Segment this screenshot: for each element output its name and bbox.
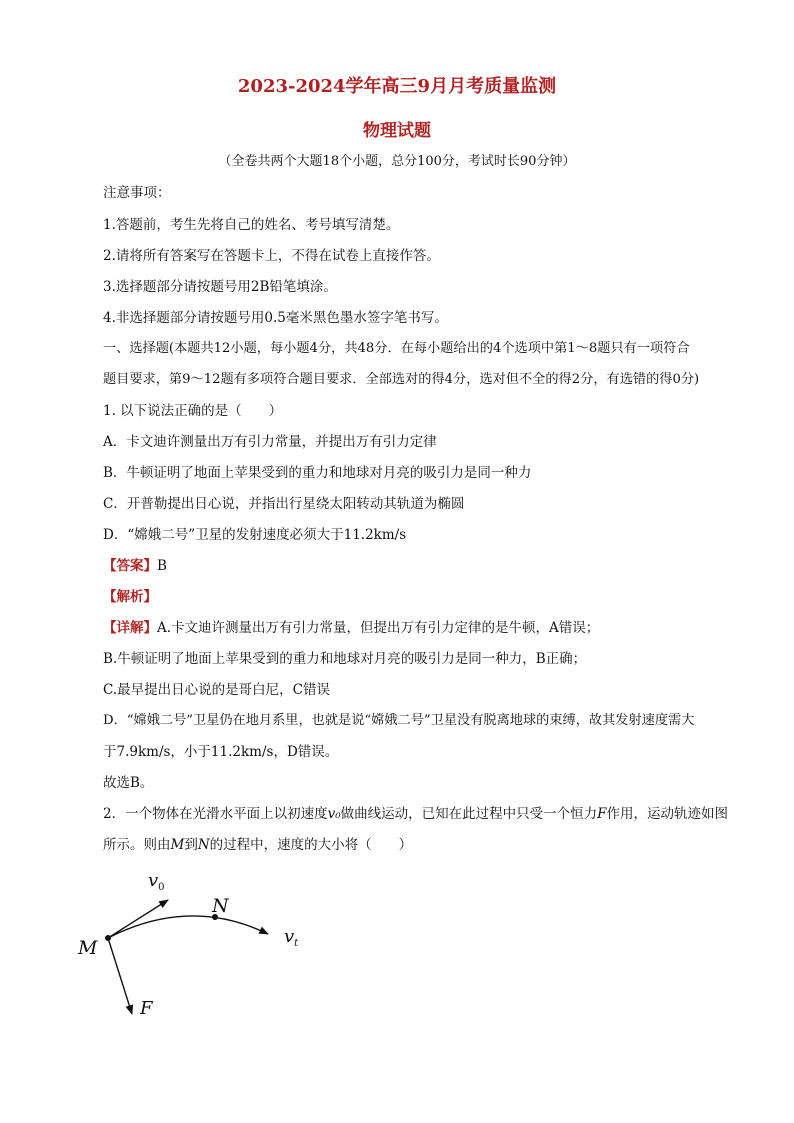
section-instructions: 一、选择题(本题共12小题，每小题4分，共48分．在每小题给出的4个选项中第1～8题只有一项符合: [103, 341, 690, 356]
q2-stem-text: 的过程中，速度的大小将（ ）: [209, 837, 413, 853]
label-n: N: [212, 895, 229, 917]
force-symbol: F: [597, 806, 607, 822]
q1-option-d: D．“嫦娥二号”卫星的发射速度必须大于11.2km/s: [103, 527, 407, 543]
v0-symbol: v₀: [327, 806, 341, 822]
note-item: 1.答题前，考生先将自己的姓名、考号填写清楚。: [103, 217, 400, 233]
detail-tag: 【详解】: [103, 620, 157, 636]
force-arrow: [108, 938, 132, 1014]
label-f: F: [140, 998, 153, 1019]
point-n-symbol: N: [197, 837, 210, 853]
label-v0: $v_0$: [148, 870, 165, 893]
q1-option-a: A．卡文迪许测量出万有引力常量，并提出万有引力定律: [103, 434, 437, 450]
q2-stem-text: 所示。则由: [103, 837, 171, 853]
section-instructions: 题目要求，第9～12题有多项符合题目要求．全部选对的得4分，选对但不全的得2分，有选错的得0分): [103, 372, 700, 387]
q1-detail-line: 故选B。: [103, 775, 154, 791]
answer-tag: 【答案】: [103, 558, 157, 574]
q1-detail-line: [103, 618, 723, 638]
detail-text: A.卡文迪许测量出万有引力常量，但提出万有引力定律的是牛顿，A错误；: [157, 620, 600, 636]
q1-detail-line: B.牛顿证明了地面上苹果受到的重力和地球对月亮的吸引力是同一种力，B正确；: [103, 651, 587, 667]
note-item: 3.选择题部分请按题号用2B铅笔填涂。: [103, 279, 337, 295]
q2-stem-text: 2．一个物体在光滑水平面上以初速度: [103, 806, 328, 822]
trajectory-curve: [108, 916, 268, 938]
point-m: [105, 935, 111, 941]
note-item: 2.请将所有答案写在答题卡上，不得在试卷上直接作答。: [103, 248, 440, 264]
label-vt: $v_t$: [284, 926, 299, 949]
answer-value: B: [157, 558, 167, 574]
q1-detail-line: D．“嫦娥二号”卫星仍在地月系里，也就是说“嫦娥二号”卫星没有脱离地球的束缚，故其发射速度需大: [103, 713, 695, 728]
note-item: 4.非选择题部分请按题号用0.5毫米黑色墨水签字笔书写。: [103, 310, 448, 326]
q2-stem-line2: [103, 835, 723, 855]
analysis-tag: 【解析】: [103, 589, 157, 605]
trajectory-figure: [70, 866, 310, 1026]
q2-stem-text: 作用，运动轨迹如图: [606, 806, 729, 822]
q2-stem-text: 做曲线运动，已知在此过程中只受一个恒力: [340, 806, 598, 822]
notes-heading: 注意事项：: [103, 185, 171, 201]
exam-subtitle: 物理试题: [363, 121, 431, 141]
exam-info: （全卷共两个大题18个小题，总分100分，考试时长90分钟）: [218, 154, 576, 169]
q1-analysis-tag: [103, 587, 723, 607]
q1-detail-line: 于7.9km/s，小于11.2km/s，D错误。: [103, 744, 339, 760]
point-m-symbol: M: [170, 837, 185, 853]
q2-stem-text: 到: [184, 837, 198, 853]
q1-option-c: C．开普勒提出日心说，并指出行星绕太阳转动其轨道为椭圆: [103, 496, 465, 512]
q1-detail-line: C.最早提出日心说的是哥白尼，C错误: [103, 682, 330, 698]
exam-title: 2023-2024学年高三9月月考质量监测: [237, 76, 557, 97]
q1-answer: [103, 556, 723, 576]
q2-stem: [103, 804, 729, 824]
q1-stem: 1. 以下说法正确的是（ ）: [103, 403, 283, 419]
label-m: M: [78, 937, 98, 959]
q1-option-b: B．牛顿证明了地面上苹果受到的重力和地球对月亮的吸引力是同一种力: [103, 465, 532, 481]
